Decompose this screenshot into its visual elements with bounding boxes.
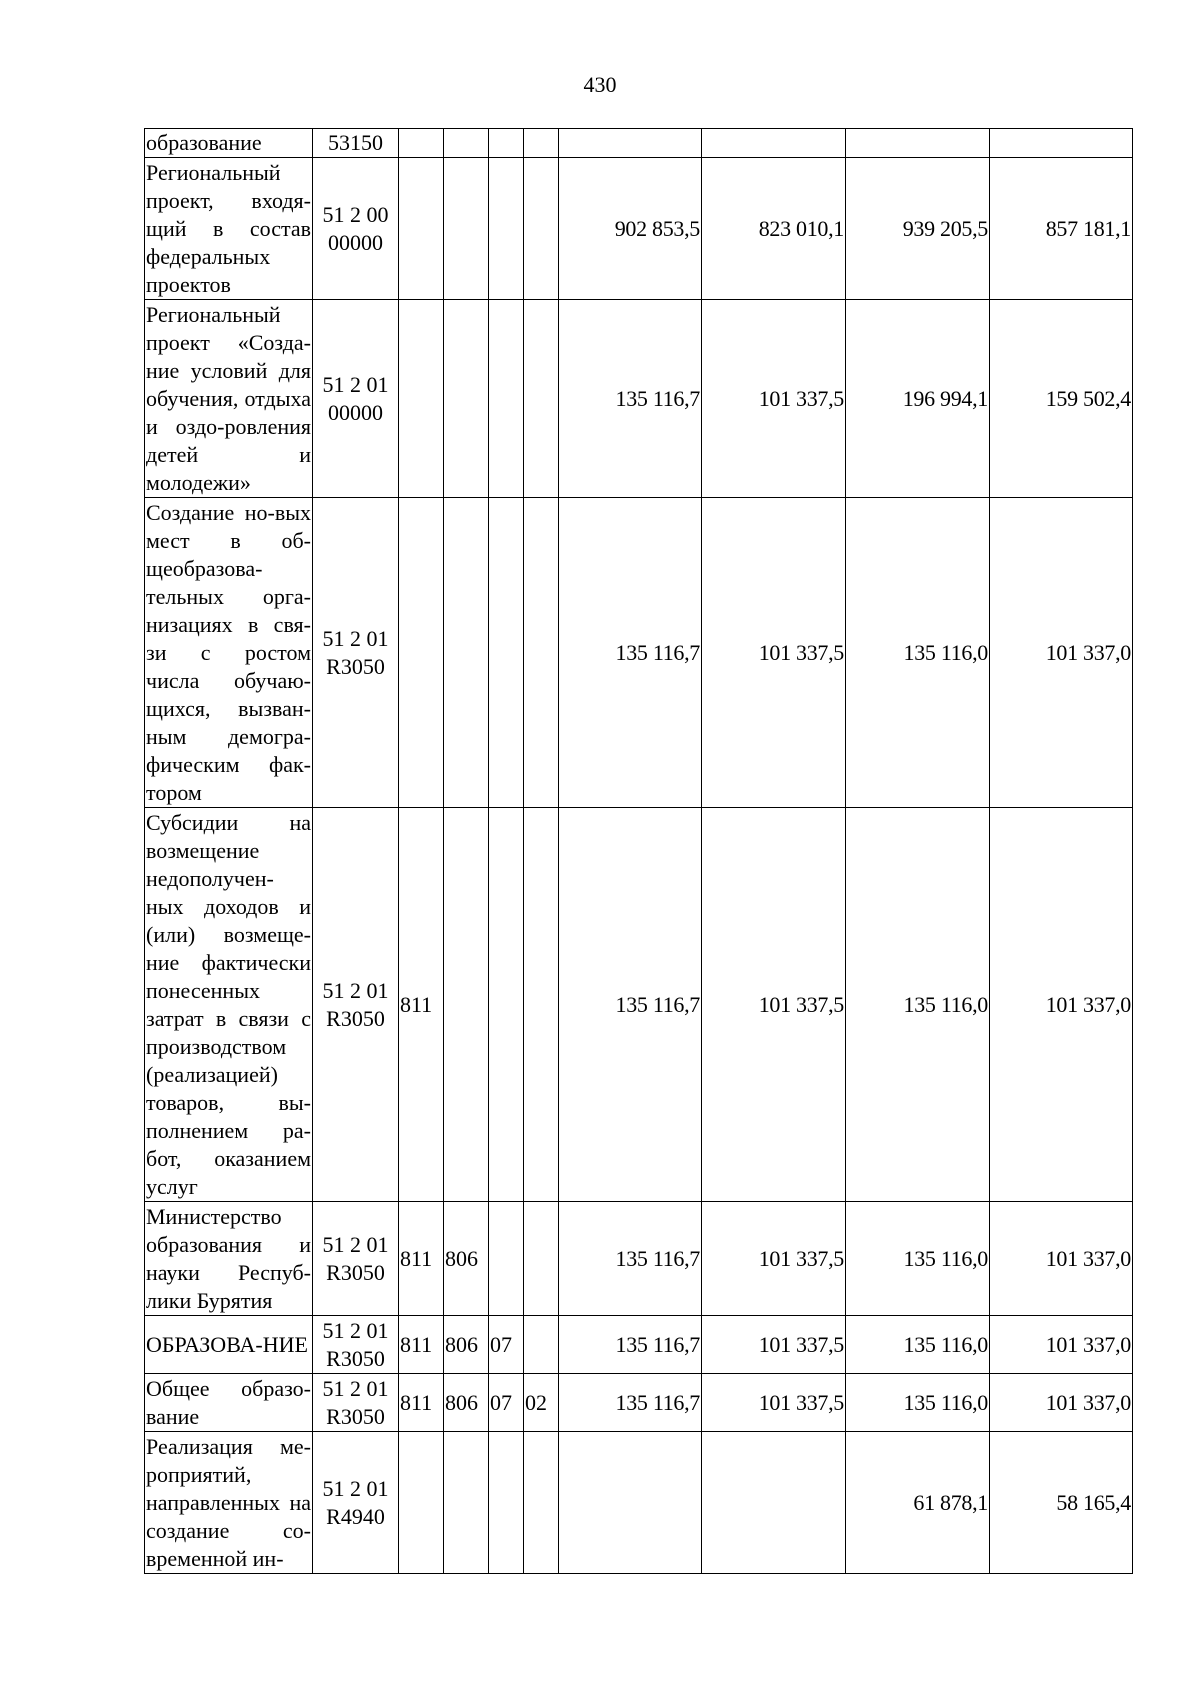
- row-grbs: 811: [399, 1374, 444, 1432]
- row-grbs: [399, 300, 444, 498]
- row-name: образование: [145, 129, 313, 158]
- row-value-1: 135 116,7: [559, 1316, 702, 1374]
- row-code: 51 2 01 R3050: [313, 808, 399, 1202]
- row-code: 51 2 01 R3050: [313, 498, 399, 808]
- row-grbs: 811: [399, 1316, 444, 1374]
- row-rz: 806: [444, 1374, 489, 1432]
- row-pr: [489, 1432, 524, 1574]
- row-grbs: 811: [399, 1202, 444, 1316]
- row-sub: [524, 129, 559, 158]
- row-value-3: 939 205,5: [846, 158, 990, 300]
- row-value-3: 135 116,0: [846, 808, 990, 1202]
- row-name: Региональный проект, входя-щий в состав федеральных проектов: [145, 158, 313, 300]
- row-rz: 806: [444, 1316, 489, 1374]
- row-sub: 02: [524, 1374, 559, 1432]
- row-value-2: 101 337,5: [702, 1316, 846, 1374]
- row-pr: [489, 158, 524, 300]
- row-value-3: 135 116,0: [846, 1202, 990, 1316]
- table-row: [145, 300, 1133, 498]
- row-value-4: 159 502,4: [990, 300, 1133, 498]
- table-row: [145, 129, 1133, 158]
- row-value-4: [990, 129, 1133, 158]
- row-code: 51 2 00 00000: [313, 158, 399, 300]
- table-row: [145, 158, 1133, 300]
- row-pr: [489, 808, 524, 1202]
- row-value-3: 196 994,1: [846, 300, 990, 498]
- row-name: Общее образо-вание: [145, 1374, 313, 1432]
- row-name: Реализация ме-роприятий, направленных на создание со-временной ин-: [145, 1432, 313, 1574]
- row-name: ОБРАЗОВА-НИЕ: [145, 1316, 313, 1374]
- row-code: 51 2 01 R4940: [313, 1432, 399, 1574]
- row-sub: [524, 1432, 559, 1574]
- row-value-2: 101 337,5: [702, 808, 846, 1202]
- row-pr: [489, 1202, 524, 1316]
- row-sub: [524, 1316, 559, 1374]
- row-value-4: 101 337,0: [990, 808, 1133, 1202]
- row-value-3: 61 878,1: [846, 1432, 990, 1574]
- row-value-3: 135 116,0: [846, 1316, 990, 1374]
- row-rz: [444, 808, 489, 1202]
- row-value-1: 135 116,7: [559, 1202, 702, 1316]
- row-sub: [524, 158, 559, 300]
- page-number: 430: [583, 72, 617, 97]
- row-value-4: 101 337,0: [990, 498, 1133, 808]
- table-row: [145, 1316, 1133, 1374]
- row-grbs: [399, 129, 444, 158]
- row-pr: 07: [489, 1316, 524, 1374]
- table-row: [145, 1374, 1133, 1432]
- table-row: [145, 498, 1133, 808]
- row-grbs: [399, 158, 444, 300]
- row-value-2: [702, 129, 846, 158]
- row-rz: [444, 300, 489, 498]
- row-pr: 07: [489, 1374, 524, 1432]
- row-value-3: 135 116,0: [846, 1374, 990, 1432]
- row-value-2: 101 337,5: [702, 498, 846, 808]
- row-sub: [524, 498, 559, 808]
- row-value-3: 135 116,0: [846, 498, 990, 808]
- row-pr: [489, 300, 524, 498]
- row-value-2: 101 337,5: [702, 1202, 846, 1316]
- budget-table: [144, 128, 1133, 1574]
- row-value-1: 902 853,5: [559, 158, 702, 300]
- row-rz: [444, 1432, 489, 1574]
- table-row: [145, 1202, 1133, 1316]
- row-value-4: 101 337,0: [990, 1316, 1133, 1374]
- row-rz: 806: [444, 1202, 489, 1316]
- row-name: Региональный проект «Созда-ние условий для обучения, отдыха и оздо-ровления детей и молодежи»: [145, 300, 313, 498]
- row-value-1: 135 116,7: [559, 300, 702, 498]
- row-rz: [444, 498, 489, 808]
- row-value-4: 857 181,1: [990, 158, 1133, 300]
- row-value-2: 101 337,5: [702, 1374, 846, 1432]
- row-sub: [524, 300, 559, 498]
- row-grbs: [399, 498, 444, 808]
- row-sub: [524, 1202, 559, 1316]
- row-value-3: [846, 129, 990, 158]
- row-grbs: 811: [399, 808, 444, 1202]
- row-rz: [444, 158, 489, 300]
- row-value-2: [702, 1432, 846, 1574]
- row-rz: [444, 129, 489, 158]
- row-value-1: [559, 1432, 702, 1574]
- row-value-1: 135 116,7: [559, 1374, 702, 1432]
- row-value-1: [559, 129, 702, 158]
- row-value-4: 101 337,0: [990, 1202, 1133, 1316]
- row-value-1: 135 116,7: [559, 498, 702, 808]
- row-code: 51 2 01 00000: [313, 300, 399, 498]
- row-sub: [524, 808, 559, 1202]
- row-value-2: 823 010,1: [702, 158, 846, 300]
- row-code: 51 2 01 R3050: [313, 1374, 399, 1432]
- row-value-4: 58 165,4: [990, 1432, 1133, 1574]
- row-code: 51 2 01 R3050: [313, 1316, 399, 1374]
- row-value-2: 101 337,5: [702, 300, 846, 498]
- table-row: [145, 1432, 1133, 1574]
- row-grbs: [399, 1432, 444, 1574]
- row-name: Министерство образования и науки Респуб-лики Бурятия: [145, 1202, 313, 1316]
- row-name: Создание но-вых мест в об-щеобразова-тельных орга-низациях в свя-зи с ростом числа обучаю-щихся, вызван-ным демогра-фическим фак-тором: [145, 498, 313, 808]
- row-value-4: 101 337,0: [990, 1374, 1133, 1432]
- row-pr: [489, 129, 524, 158]
- row-code: 51 2 01 R3050: [313, 1202, 399, 1316]
- row-pr: [489, 498, 524, 808]
- table-row: [145, 808, 1133, 1202]
- row-code: 53150: [313, 129, 399, 158]
- row-name: Субсидии на возмещение недополучен-ных доходов и (или) возмеще-ние фактически понесенных затрат в связи с производством (реализацией) товаров, вы-полнением ра-бот, оказанием услуг: [145, 808, 313, 1202]
- row-value-1: 135 116,7: [559, 808, 702, 1202]
